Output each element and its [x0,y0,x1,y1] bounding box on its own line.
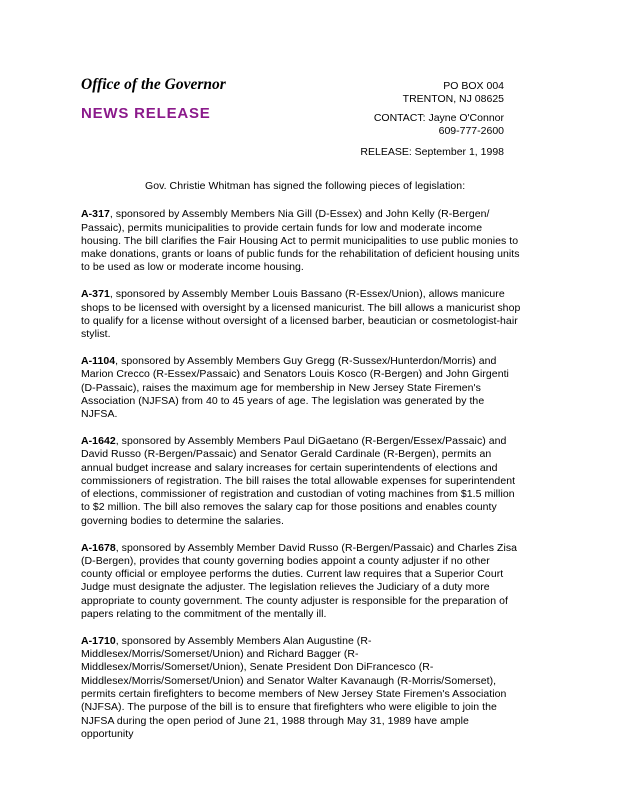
bill-id: A-1678 [81,541,116,554]
bill-paragraph [81,542,521,622]
intro-paragraph: Gov. Christie Whitman has signed the following pieces of legislation: [145,180,466,192]
address-line-1: PO BOX 004 [443,80,504,92]
office-title: Office of the Governor [81,76,226,93]
release-body [81,180,521,755]
bill-paragraph [81,355,521,421]
bill-id: A-1642 [81,434,116,447]
bill-text: , sponsored by Assembly Member Louis Bassano (R-Essex/Union), allows manicure shops to be licensed with oversight by a licensed manicurist. The bill allows a manicurist shop to qualify for a license without oversight of a licensed barber, beautician or cosmetologist-hair stylist. [81,288,521,341]
bill-id: A-1710 [81,634,116,647]
bill-paragraph [81,435,521,528]
contact-block [244,112,504,137]
bill-id: A-317 [81,208,110,221]
bill-text: , sponsored by Assembly Members Guy Gregg (R-Sussex/Hunterdon/Morris) and Marion Crecco (R-Essex/Passaic) and Senators Louis Kosco (R-Bergen) and John Girgenti (D-Passaic), raises the maximum age for membership in New Jersey State Firemen's Association (NJFSA) from 40 to 45 years of age. The legislation was generated by the NJFSA. [81,354,509,421]
bill-id: A-371 [81,288,110,301]
bill-paragraph [81,208,521,274]
bill-text: , sponsored by Assembly Member David Russo (R-Bergen/Passaic) and Charles Zisa (D-Bergen), provides that county governing bodies appoint a county adjuster if no other county official or employee performs the duties. Current law requires that a Superior Court Judge must designate the adjuster. The legislation relieves the Judiciary of a duty more appropriate to county government. The county adjuster is responsible for the preparation of papers relating to the commitment of the mentally ill. [81,541,518,621]
bill-text: , sponsored by Assembly Members Alan Augustine (R- Middlesex/Morris/Somerset/Union) and Richard Bagger (R- Middlesex/Morris/Somerset/Union), Senate President Don DiFrancesco (R-Middlesex/Morris/Somerset/Union) and Senator Walter Kavanaugh (R-Morris/Somerset), permits certain firefighters to become members of New Jersey State Firemen's Association (NJFSA). The purpose of the bill is to ensure that firefighters who were eligible to join the NJFSA during the open period of June 21, 1988 through May 31, 1989 have ample opportunity [81,634,507,740]
contact-name: CONTACT: Jayne O'Connor [373,112,504,124]
address-block [244,80,504,105]
news-release-heading: NEWS RELEASE [81,105,211,122]
release-date: RELEASE: September 1, 1998 [360,146,504,158]
bill-text: , sponsored by Assembly Members Nia Gill (D-Essex) and John Kelly (R-Bergen/ Passaic), permits municipalities to provide certain funds for low and moderate income housing. The bill clarifies the Fair Housing Act to permit municipalities to use public monies to make donations, grants or loans of public funds for the rehabilitation of deficient housing units to be used as low or moderate income housing. [81,208,520,274]
contact-phone: 609-777-2600 [438,124,504,137]
address-line-2: TRENTON, NJ 08625 [402,92,504,105]
bill-id: A-1104 [81,354,116,367]
bill-paragraph [81,288,521,341]
bill-text: , sponsored by Assembly Members Paul DiGaetano (R-Bergen/Essex/Passaic) and David Russo (R-Bergen/Passaic) and Senator Gerald Cardinale (R-Bergen), permits an annual budget increase and salary increases for certain superintendents of elections and commissioners of registration. The bill raises the total allowable expenses for superintendent of elections, commissioner of registration and custodian of voting machines from $1.5 million to $2 million. The bill also removes the salary cap for those positions and enables county governing bodies to determine the salaries. [81,434,516,527]
bill-paragraph [81,635,521,741]
